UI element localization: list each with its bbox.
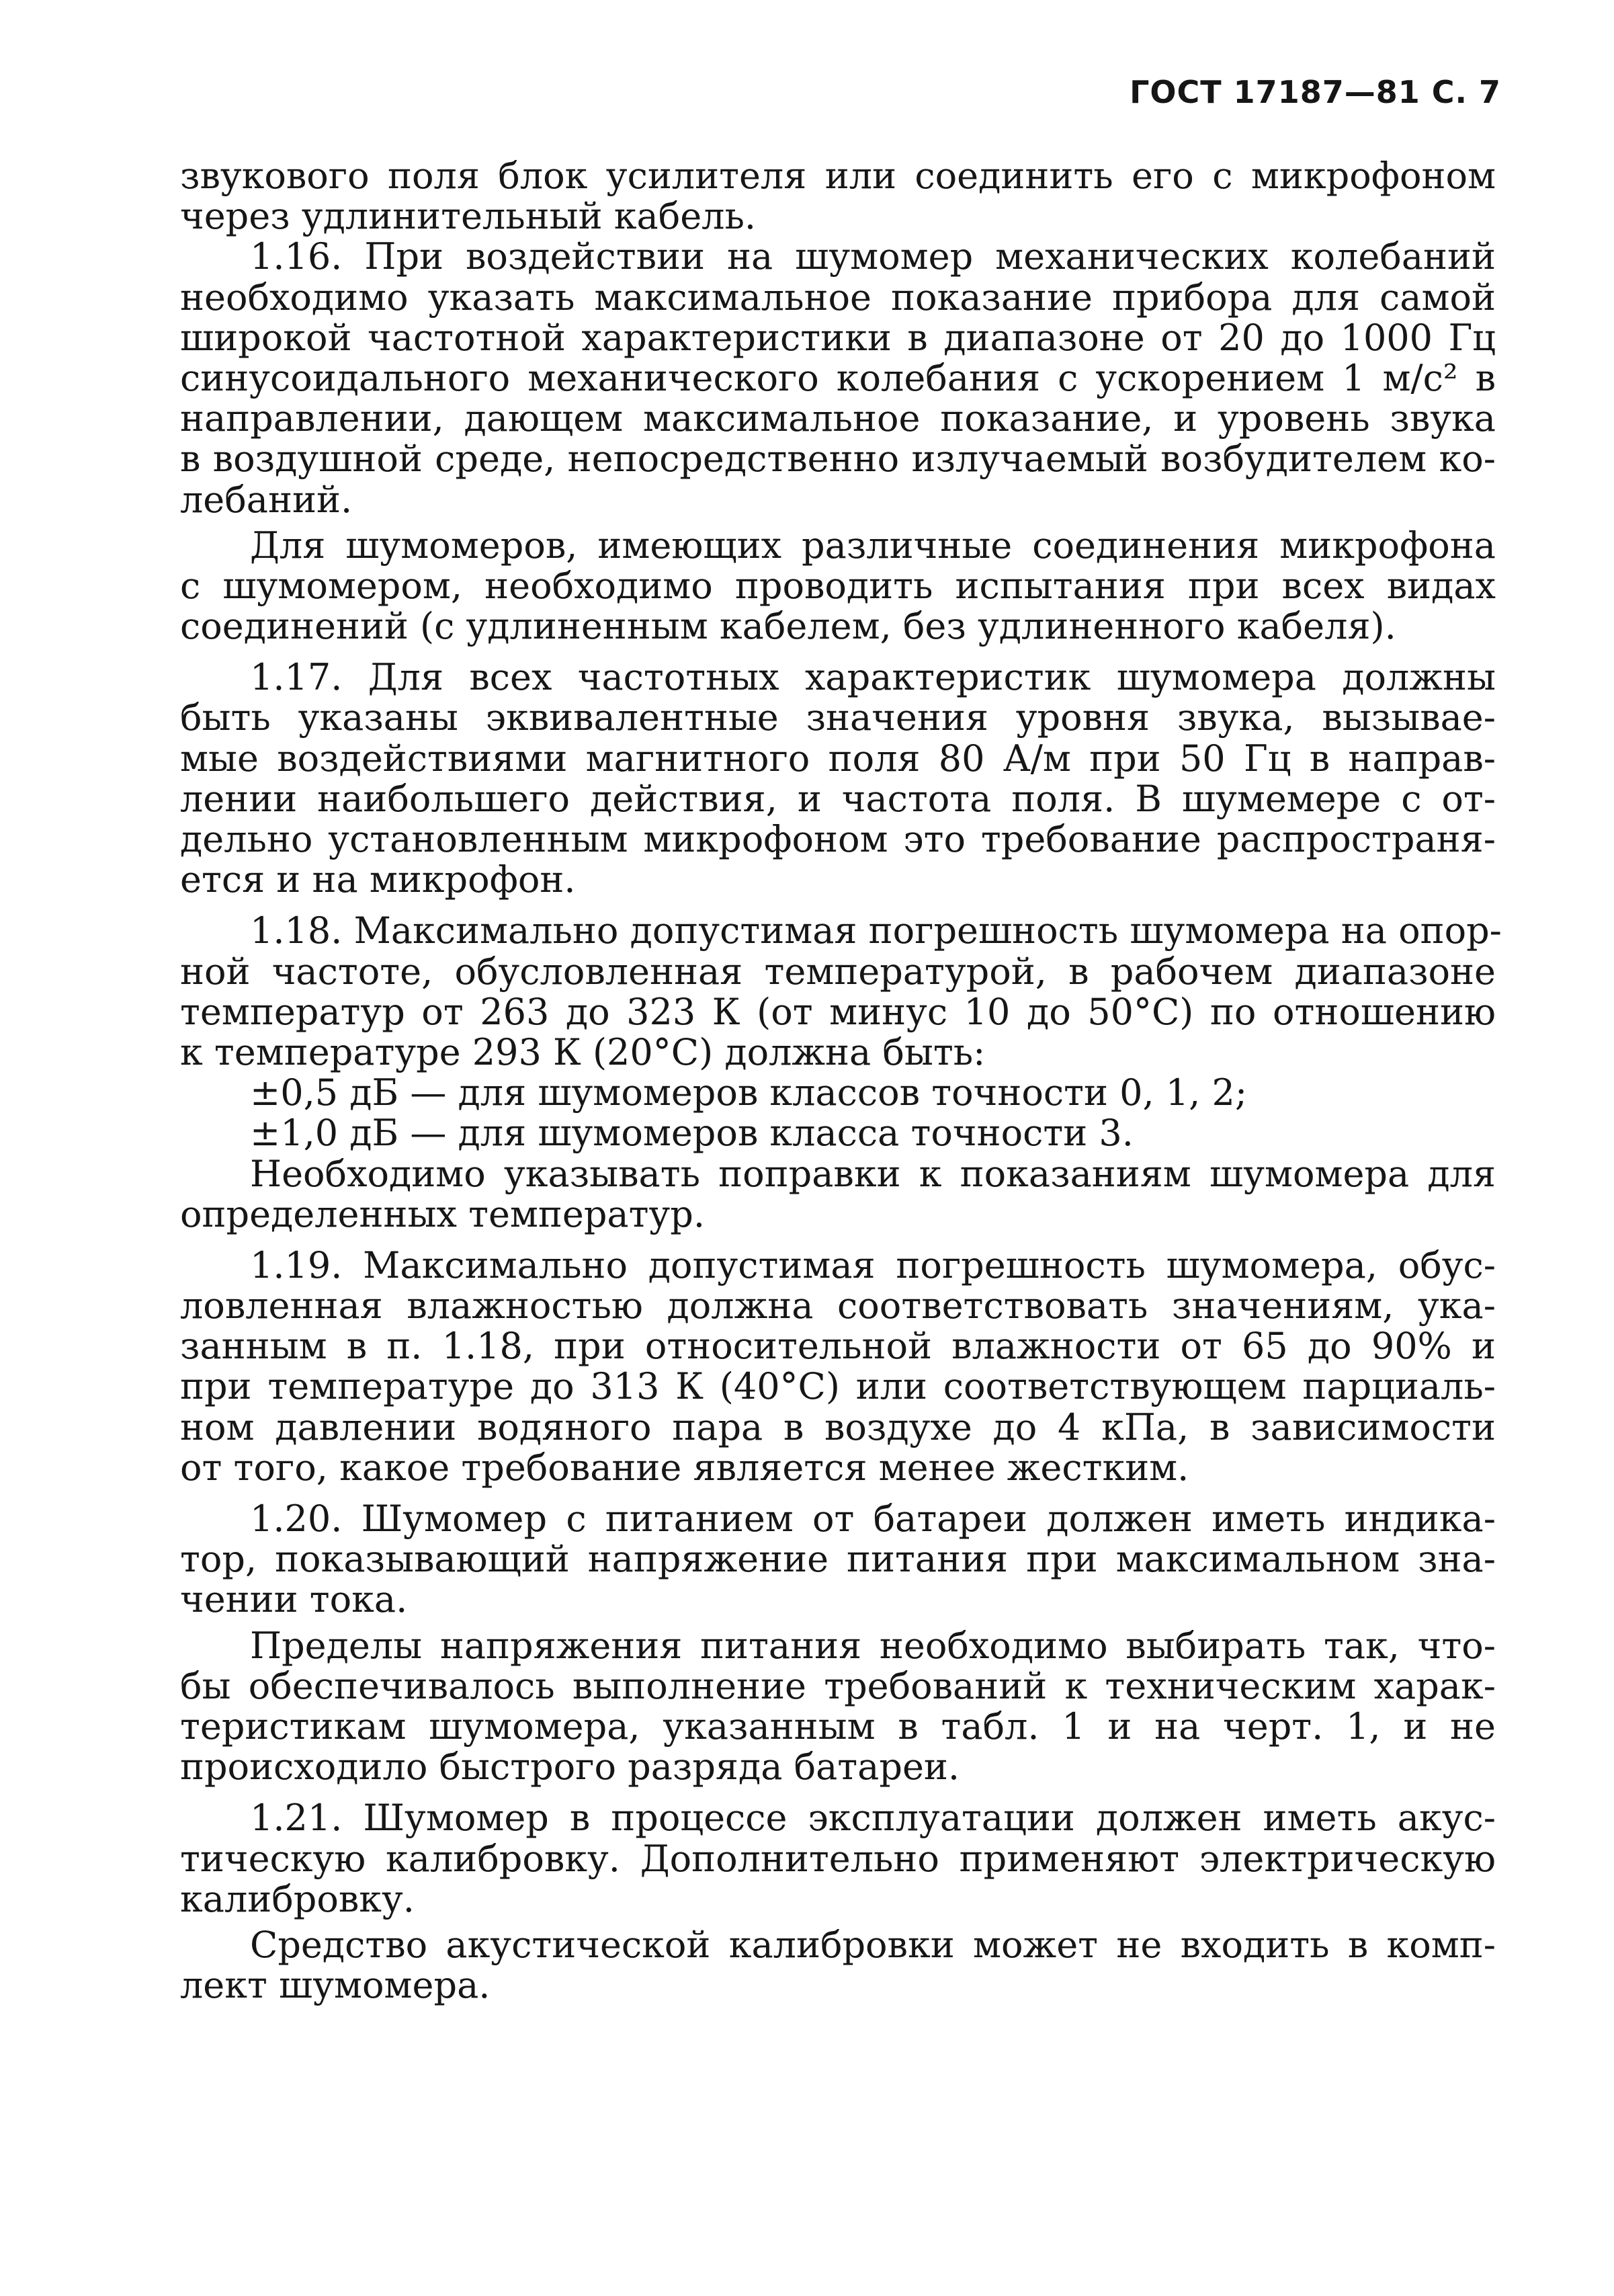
text-line: лебаний.: [180, 478, 353, 521]
text-line: тор, показывающий напряжение питания при максимальном зна-: [180, 1538, 1496, 1581]
text-line: дельно установленным микрофоном это требование распространя-: [180, 818, 1496, 860]
text-line: бы обеспечивалось выполнение требований к техническим харак-: [180, 1664, 1496, 1707]
text-line: теристикам шумомера, указанным в табл. 1 и на черт. 1, и не: [180, 1705, 1496, 1748]
paragraph-start: Средство акустической калибровки может не входить в комп-: [250, 1923, 1496, 1966]
text-line: соединений (с удлиненным кабелем, без удлиненного кабеля).: [180, 605, 1396, 648]
paragraph-start: Пределы напряжения питания необходимо выбирать так, что-: [250, 1624, 1496, 1667]
text-line: ном давлении водяного пара в воздухе до 4 кПа, в зависимости: [180, 1405, 1496, 1448]
text-line: чении тока.: [180, 1578, 408, 1621]
paragraph-start: Для шумомеров, имеющих различные соединения микрофона: [250, 524, 1496, 567]
tolerance-line: ±1,0 дБ — для шумомеров класса точности 3.: [250, 1112, 1134, 1155]
text-line: широкой частотной характеристики в диапазоне от 20 до 1000 Гц: [180, 316, 1496, 359]
text-line: к температуре 293 К (20°С) должна быть:: [180, 1030, 986, 1073]
text-line: направлении, дающем максимальное показание, и уровень звука: [180, 397, 1496, 440]
running-header: ГОСТ 17187—81 С. 7: [1130, 74, 1501, 110]
text-line: через удлинительный кабель.: [180, 195, 757, 238]
text-line: температур от 263 до 323 К (от минус 10 до 50°С) по отношению: [180, 990, 1496, 1033]
text-line: лект шумомера.: [180, 1964, 491, 2007]
paragraph-1-19-start: 1.19. Максимально допустимая погрешность шумомера, обус-: [250, 1243, 1496, 1286]
text-line: лении наибольшего действия, и частота поля. В шумемере с от-: [180, 777, 1496, 820]
text-line: занным в п. 1.18, при относительной влажности от 65 до 90% и: [180, 1325, 1496, 1368]
text-line: звукового поля блок усилителя или соединить его с микрофоном: [180, 155, 1496, 197]
text-line: ется и на микрофон.: [180, 858, 576, 901]
tolerance-line: ±0,5 дБ — для шумомеров классов точности 0, 1, 2;: [250, 1071, 1248, 1114]
text-line: быть указаны эквивалентные значения уровня звука, вызывае-: [180, 696, 1496, 739]
text-line: при температуре до 313 К (40°С) или соответствующем парциаль-: [180, 1365, 1496, 1408]
paragraph-start: Необходимо указывать поправки к показаниям шумомера для: [250, 1152, 1496, 1195]
paragraph-1-20-start: 1.20. Шумомер с питанием от батареи должен иметь индика-: [250, 1498, 1496, 1540]
text-line: с шумомером, необходимо проводить испытания при всех видах: [180, 564, 1496, 607]
text-line: мые воздействиями магнитного поля 80 А/м при 50 Гц в направ-: [180, 737, 1496, 780]
text-line: ловленная влажностью должна соответствовать значениям, ука-: [180, 1284, 1496, 1327]
text-line: синусоидального механического колебания с ускорением 1 м/с² в: [180, 356, 1496, 399]
text-line: калибровку.: [180, 1877, 415, 1920]
paragraph-1-17-start: 1.17. Для всех частотных характеристик шумомера должны: [250, 656, 1496, 699]
text-line: тическую калибровку. Дополнительно применяют электрическую: [180, 1837, 1496, 1880]
text-line: определенных температур.: [180, 1192, 705, 1235]
body-text: [180, 155, 1502, 2007]
paragraph-1-21-start: 1.21. Шумомер в процессе эксплуатации должен иметь акус-: [250, 1797, 1496, 1840]
text-line: ной частоте, обусловленная температурой, в рабочем диапазоне: [180, 950, 1496, 993]
paragraph-1-16-start: 1.16. При воздействии на шумомер механических колебаний: [250, 235, 1496, 278]
text-line: необходимо указать максимальное показание прибора для самой: [180, 276, 1496, 319]
text-line: происходило быстрого разряда батареи.: [180, 1746, 960, 1789]
paragraph-1-18-start: 1.18. Максимально допустимая погрешность шумомера на опор-: [250, 909, 1502, 952]
text-line: в воздушной среде, непосредственно излучаемый возбудителем ко-: [180, 438, 1496, 481]
text-line: от того, какое требование является менее жестким.: [180, 1446, 1189, 1489]
